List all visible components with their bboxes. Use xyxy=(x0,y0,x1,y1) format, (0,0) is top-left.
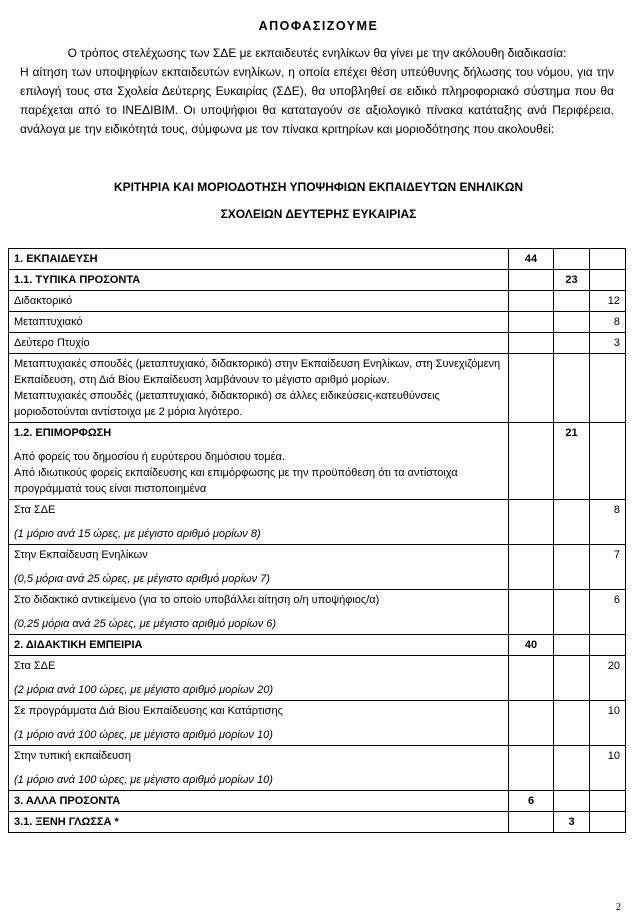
points-level2: 3 xyxy=(554,812,590,833)
points-level1 xyxy=(509,270,554,291)
criterion-label: 3.1. ΞΕΝΗ ΓΛΩΣΣΑ * xyxy=(9,812,509,833)
table-row xyxy=(9,354,626,423)
points-level1: 6 xyxy=(509,791,554,812)
table-row xyxy=(9,545,626,590)
criterion-label: Στην Εκπαίδευση Ενηλίκων xyxy=(14,549,148,561)
points-level2 xyxy=(554,249,590,270)
points-level2 xyxy=(554,656,590,701)
criterion-label: Δεύτερο Πτυχίο xyxy=(9,333,509,354)
points-level2 xyxy=(554,791,590,812)
points-level3: 10 xyxy=(590,701,626,746)
criterion-text: Από ιδιωτικούς φορείς εκπαίδευσης και επιμόρφωσης με την προϋπόθεση ότι τα αντίστοιχα προγράμματά τους είναι πιστοποιημένα xyxy=(14,467,458,495)
points-level3: 7 xyxy=(590,545,626,590)
points-level2 xyxy=(554,312,590,333)
table-row xyxy=(9,291,626,312)
table-row xyxy=(9,635,626,656)
points-level3: 8 xyxy=(590,312,626,333)
criterion-label: Διδακτορικό xyxy=(9,291,509,312)
points-level2 xyxy=(554,333,590,354)
points-level1 xyxy=(509,545,554,590)
intro-body: Η αίτηση των υποψηφίων εκπαιδευτών ενηλίκων, η οποία επέχει θέση υπεύθυνης δήλωσης του νόμου, για την επιλογή τους στα Σχολεία Δεύτερης Ευκαιρίας (ΣΔΕ), θα υποβληθεί σε ειδικό πληροφοριακό σύστημα που θα παρέχεται από το ΙΝΕΔΙΒΙΜ. Οι υποψήφιοι θα καταταγούν σε αξιολογικό πίνακα κατάταξης ανά Περιφέρεια, ανάλογα με την ειδικότητά τους, σύμφωνα με τον πίνακα κριτηρίων και μοριοδότησης που ακολουθεί: xyxy=(20,65,614,136)
table-row xyxy=(9,791,626,812)
criterion-label: 1.2. ΕΠΙΜΟΡΦΩΣΗ xyxy=(14,427,112,439)
criterion-label: 1. ΕΚΠΑΙΔΕΥΣΗ xyxy=(9,249,509,270)
points-level2 xyxy=(554,701,590,746)
criterion-label: Μεταπτυχιακό xyxy=(9,312,509,333)
criterion-note: (1 μόριο ανά 100 ώρες, με μέγιστο αριθμό μορίων 10) xyxy=(14,774,273,786)
points-level3: 3 xyxy=(590,333,626,354)
criteria-subtitle: ΣΧΟΛΕΙΩΝ ΔΕΥΤΕΡΗΣ ΕΥΚΑΙΡΙΑΣ xyxy=(220,207,417,221)
points-level2 xyxy=(554,545,590,590)
points-level2 xyxy=(554,500,590,545)
points-level2 xyxy=(554,590,590,635)
page-number: 2 xyxy=(616,902,621,913)
points-level2 xyxy=(554,635,590,656)
criterion-description xyxy=(9,423,509,500)
criterion-note: (0,25 μόρια ανά 25 ώρες, με μέγιστο αριθμό μορίων 6) xyxy=(14,618,277,630)
points-level1 xyxy=(509,656,554,701)
table-row xyxy=(9,701,626,746)
points-level1 xyxy=(509,701,554,746)
criteria-title: ΚΡΙΤΗΡΙΑ ΚΑΙ ΜΟΡΙΟΔΟΤΗΣΗ ΥΠΟΨΗΦΙΩΝ ΕΚΠΑΙΔΕΥΤΩΝ ΕΝΗΛΙΚΩΝ xyxy=(113,180,524,194)
points-level1 xyxy=(509,590,554,635)
points-level1 xyxy=(509,812,554,833)
criterion-note: (1 μόριο ανά 15 ώρες, με μέγιστο αριθμό μορίων 8) xyxy=(14,528,261,540)
points-level3 xyxy=(590,791,626,812)
points-level2: 21 xyxy=(554,423,590,500)
points-level3 xyxy=(590,354,626,423)
points-level3 xyxy=(590,812,626,833)
points-level3: 6 xyxy=(590,590,626,635)
points-level1 xyxy=(509,423,554,500)
criterion-text: Μεταπτυχιακές σπουδές (μεταπτυχιακό, διδακτορικό) στην Εκπαίδευση Ενηλίκων, στη Συνεχιζόμενη Εκπαίδευση, στη Διά Βίου Εκπαίδευση λαμβάνουν το μέγιστο αριθμό μορίων. xyxy=(14,358,501,386)
intro-text xyxy=(20,44,614,139)
criterion-description xyxy=(9,354,509,423)
table-row xyxy=(9,500,626,545)
table-row xyxy=(9,249,626,270)
points-level1 xyxy=(509,500,554,545)
points-level3 xyxy=(590,249,626,270)
points-level1 xyxy=(509,746,554,791)
criterion-label: Στο διδακτικό αντικείμενο (για το οποίο υποβάλλει αίτηση ο/η υποψήφιος/α) xyxy=(14,594,380,606)
criterion-note: (2 μόρια ανά 100 ώρες, με μέγιστο αριθμό μορίων 20) xyxy=(14,684,274,696)
criterion-description xyxy=(9,701,509,746)
table-row xyxy=(9,812,626,833)
table-row xyxy=(9,746,626,791)
criterion-label: 1.1. ΤΥΠΙΚΑ ΠΡΟΣΟΝΤΑ xyxy=(9,270,509,291)
table-row xyxy=(9,312,626,333)
points-level3: 12 xyxy=(590,291,626,312)
criterion-description xyxy=(9,746,509,791)
criterion-description xyxy=(9,590,509,635)
criterion-description xyxy=(9,545,509,590)
criterion-text: Μεταπτυχιακές σπουδές (μεταπτυχιακό, διδακτορικό) σε άλλες ειδικεύσεις-κατευθύνσεις μοριοδοτούνται αντίστοιχα με 2 μόρια λιγότερο. xyxy=(14,390,440,418)
points-level3: 8 xyxy=(590,500,626,545)
criterion-description xyxy=(9,656,509,701)
table-row xyxy=(9,270,626,291)
points-level2 xyxy=(554,354,590,423)
points-level1 xyxy=(509,354,554,423)
criterion-label: Στην τυπική εκπαίδευση xyxy=(14,750,131,762)
criterion-label: 2. ΔΙΔΑΚΤΙΚΗ ΕΜΠΕΙΡΙΑ xyxy=(9,635,509,656)
points-level2 xyxy=(554,746,590,791)
table-row xyxy=(9,656,626,701)
points-level1 xyxy=(509,291,554,312)
points-level1: 44 xyxy=(509,249,554,270)
points-level3: 20 xyxy=(590,656,626,701)
points-level3 xyxy=(590,635,626,656)
criterion-description xyxy=(9,500,509,545)
criterion-label: 3. ΑΛΛΑ ΠΡΟΣΟΝΤΑ xyxy=(9,791,509,812)
criteria-table xyxy=(8,248,626,833)
points-level3 xyxy=(590,270,626,291)
intro-first-line: Ο τρόπος στελέχωσης των ΣΔΕ με εκπαιδευτές ενηλίκων θα γίνει με την ακόλουθη διαδικασία: xyxy=(67,46,567,60)
criterion-label: Στα ΣΔΕ xyxy=(14,504,56,516)
points-level1: 40 xyxy=(509,635,554,656)
points-level2 xyxy=(554,291,590,312)
table-row xyxy=(9,423,626,500)
points-level1 xyxy=(509,333,554,354)
criterion-text: Από φορείς του δημοσίου ή ευρύτερου δημόσιου τομέα. xyxy=(14,451,285,463)
criterion-note: (0,5 μόρια ανά 25 ώρες, με μέγιστο αριθμό μορίων 7) xyxy=(14,573,270,585)
criterion-label: Στα ΣΔΕ xyxy=(14,660,56,672)
criterion-note: (1 μόριο ανά 100 ώρες, με μέγιστο αριθμό μορίων 10) xyxy=(14,729,273,741)
criterion-label: Σε προγράμματα Διά Βίου Εκπαίδευσης και Κατάρτισης xyxy=(14,705,283,717)
points-level2: 23 xyxy=(554,270,590,291)
table-row xyxy=(9,590,626,635)
document-heading: ΑΠΟΦΑΣΙΖΟΥΜΕ xyxy=(258,19,379,33)
points-level3: 10 xyxy=(590,746,626,791)
points-level3 xyxy=(590,423,626,500)
table-row xyxy=(9,333,626,354)
points-level1 xyxy=(509,312,554,333)
